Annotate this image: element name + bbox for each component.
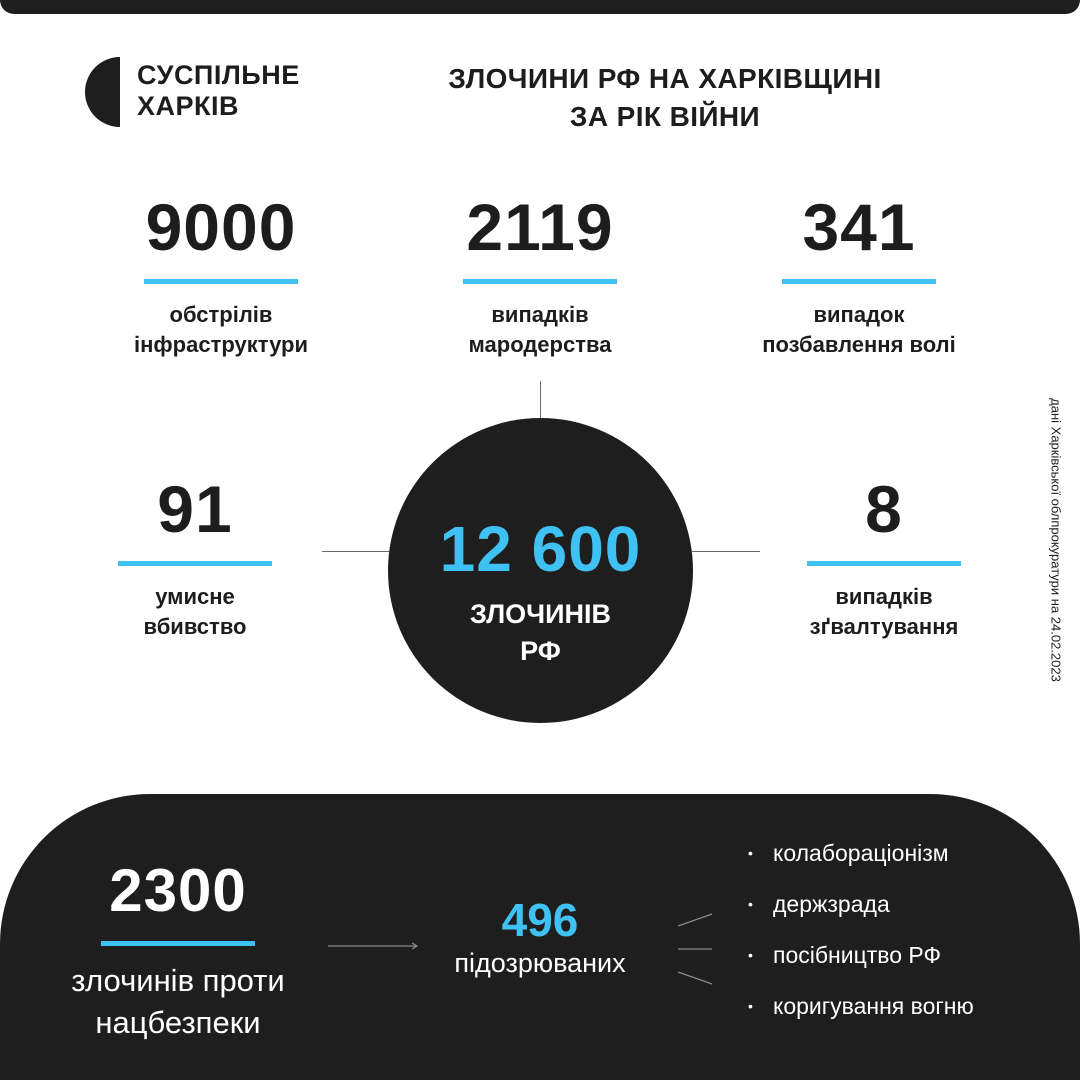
top-bar	[0, 0, 1080, 14]
stat-label-line2: мародерства	[468, 332, 612, 357]
bullet-icon: •	[748, 845, 753, 861]
brand-name-line1: СУСПІЛЬНЕ	[137, 60, 300, 90]
national-security-label-line2: нацбезпеки	[95, 1005, 261, 1040]
connector-line-left	[322, 551, 390, 552]
stat-label-line2: вбивство	[143, 614, 247, 639]
crime-categories-list	[748, 828, 974, 1032]
total-crimes-label-line2: РФ	[520, 636, 561, 666]
stat-deprivation-of-liberty	[709, 192, 1009, 360]
total-crimes-circle	[388, 418, 693, 723]
bullet-icon: •	[748, 947, 753, 963]
stat-label-line2: позбавлення волі	[762, 332, 956, 357]
stat-rape	[734, 474, 1034, 642]
stat-value: 2119	[466, 190, 614, 264]
national-security-label	[28, 960, 328, 1044]
stat-label-line1: випадок	[813, 302, 905, 327]
list-item	[748, 981, 974, 1032]
brand-name	[137, 60, 300, 122]
half-circle-logo-icon	[84, 57, 120, 127]
national-security-value: 2300	[109, 857, 247, 924]
stat-label-line2: інфраструктури	[134, 332, 308, 357]
list-item-label: колабораціонізм	[773, 840, 949, 866]
brand-name-line2: ХАРКІВ	[137, 91, 239, 121]
list-item	[748, 828, 974, 879]
stat-label-line1: випадків	[491, 302, 589, 327]
page-title	[400, 60, 930, 136]
accent-underline	[782, 279, 936, 284]
stat-looting	[390, 192, 690, 360]
brand-logo	[84, 57, 344, 129]
suspects-value: 496	[501, 894, 579, 946]
list-item	[748, 930, 974, 981]
source-note: дані Харківської облпрокуратури на 24.02.2023	[1048, 398, 1064, 682]
total-crimes-label-line1: ЗЛОЧИНІВ	[469, 599, 612, 629]
list-item-label: коригування вогню	[773, 993, 974, 1019]
stat-label	[390, 300, 690, 360]
connector-line-right	[692, 551, 760, 552]
accent-underline	[144, 279, 298, 284]
arrow-right-icon	[328, 936, 420, 956]
total-crimes-label	[428, 596, 653, 670]
suspects-label: підозрюваних	[454, 948, 626, 978]
page-title-line2: ЗА РІК ВІЙНИ	[569, 101, 761, 132]
stat-value: 9000	[145, 190, 297, 264]
connector-line-top	[540, 381, 541, 419]
accent-underline	[118, 561, 272, 566]
bullet-icon: •	[748, 896, 753, 912]
stat-murder	[45, 474, 345, 642]
stat-shelling	[71, 192, 371, 360]
bullet-icon: •	[748, 998, 753, 1014]
accent-underline	[463, 279, 617, 284]
accent-underline	[807, 561, 961, 566]
stat-value: 8	[865, 472, 903, 546]
fan-lines-icon	[676, 908, 716, 988]
stat-value: 91	[157, 472, 233, 546]
total-crimes-value: 12 600	[439, 513, 642, 585]
list-item-label: посібництво РФ	[773, 942, 941, 968]
stat-value: 341	[802, 190, 916, 264]
stat-label-line1: умисне	[155, 584, 235, 609]
list-item-label: держзрада	[773, 891, 890, 917]
stat-label	[734, 582, 1034, 642]
stat-label-line2: зґвалтування	[809, 614, 959, 639]
stat-label-line1: випадків	[835, 584, 933, 609]
page-title-line1: ЗЛОЧИНИ РФ НА ХАРКІВЩИНІ	[448, 63, 882, 94]
list-item	[748, 879, 974, 930]
stat-label-line1: обстрілів	[169, 302, 273, 327]
stat-label	[709, 300, 1009, 360]
stat-label	[71, 300, 371, 360]
accent-underline	[101, 941, 255, 946]
suspects-stat	[425, 893, 655, 979]
national-security-stat	[28, 858, 328, 1044]
national-security-label-line1: злочинів проти	[71, 963, 285, 998]
stat-label	[45, 582, 345, 642]
